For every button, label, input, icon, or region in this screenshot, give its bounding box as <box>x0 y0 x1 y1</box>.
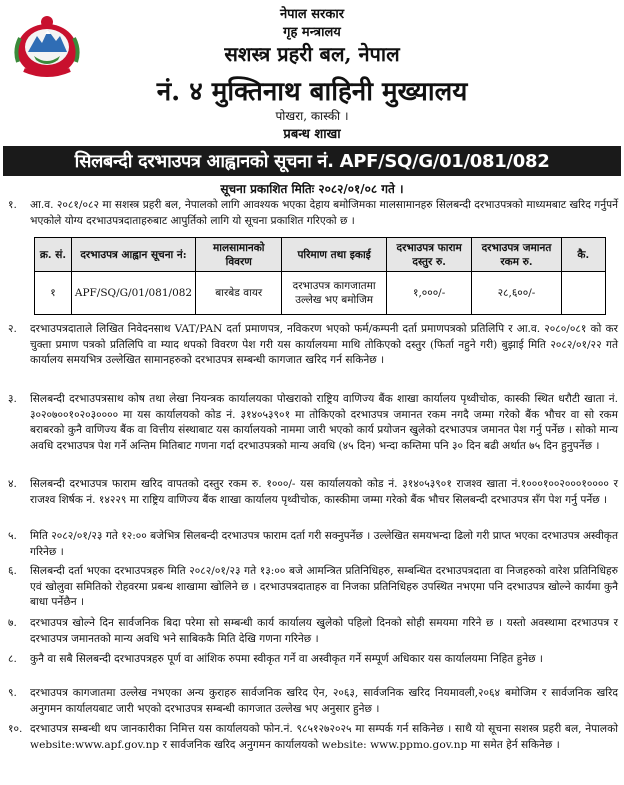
section-name: प्रबन्ध शाखा <box>283 127 341 142</box>
paragraph-1 <box>8 198 618 229</box>
paragraph-number: १०. <box>8 723 23 735</box>
notice-title-banner: सिलबन्दी दरभाउपत्र आह्वानको सूचना नं. APF/SQ/G/01/081/082 <box>3 146 621 176</box>
paragraph-text: दरभाउपत्र खोल्ने दिन सार्वजनिक बिदा परेमा सो सम्बन्धी कार्य कार्यालय खुलेको पहिलो दिनको सोही समयमा गरिने छ । यस्तो अवस्थामा दरभाउपत्र र दरभाउपत्र जमानतको मान्य अवधि भने साबिककै मिति देखि गणना गरिनेछ । <box>30 617 618 645</box>
col-quantity: परिमाण तथा इकाई <box>282 238 387 272</box>
paragraph-text: दरभाउपत्रदाताले लिखित निवेदनसाथ VAT/PAN दर्ता प्रमाणपत्र, नविकरण भएको फर्म/कम्पनी दर्ता प्रमाणपत्रको प्रतिलिपि र आ.व. २०८०/०८१ को कर चुक्ता प्रमाण पत्रको प्रतिलिपि वा म्याद थपको विवरण पेश गरी यस कार्यालयमा माथि तोकिएको दस्तुर (फिर्ता नहुने गरी) बुझाई मिति २०८२/०१/२२ गते कार्यालय समयभित्र उल्लेखित सामानहरुको दरभाउपत्र सम्बन्धी कागजात खरिद गर्न सकिनेछ । <box>30 323 618 367</box>
paragraph-number: ७. <box>8 617 17 629</box>
paragraph-number: ३. <box>8 393 17 405</box>
paragraph-number: ९. <box>8 687 17 699</box>
location: पोखरा, कास्की । <box>275 109 349 123</box>
paragraph-text: सिलबन्दी दर्ता भएका दरभाउपत्रहरु मिति २०८२/०१/२३ गते १३:०० बजे आमन्त्रित प्रतिनिधिहरु, सम्बन्धित दरभाउपत्रदाता वा निजहरुको वारेश प्रतिनिधिहरु एवं खोलुवा समितिको रोहवरमा प्रबन्ध शाखामा खोलिने छ । दरभाउपत्रदाताहरु वा निजका प्रतिनिधिहरु उपस्थित नभएमा पनि दरभाउपत्र खोल्ने कार्यमा कुनै बाधा पर्नेछैन । <box>30 565 618 609</box>
paragraph-8 <box>8 652 618 668</box>
paragraph-4 <box>8 477 618 508</box>
paragraph-number: ६. <box>8 565 17 577</box>
paragraph-number: ४. <box>8 478 17 490</box>
paragraph-number: २. <box>8 323 17 335</box>
paragraph-text: सिलबन्दी दरभाउपत्रसाथ कोष तथा लेखा नियन्त्रक कार्यालयका पोखराको राष्ट्रिय वाणिज्य बैंक शाखा कार्यालय पृथ्वीचोक, कास्की स्थित धरौटी खाता नं. ३०२०७००१०२०३०००० मा यस कार्यालयको कोड नं. ३१४०५३९०१ मा तोकिएको दरभाउपत्र जमानत रकम नगदै जम्मा गरेको बैंक भौचर वा सो रकम बराबरको कुनै वाणिज्य बैंक वा वित्तीय संस्थाबाट यस कार्यालयको नाममा जारी भएको कार्य प्रयोजन खुलेको दरभाउपत्र जमानत पेश गर्नु पर्नेछ । सोको मान्य अवधि दरभाउपत्र पेश गर्ने अन्तिम मितिबाट गणना गर्दा दरभाउपत्रको मान्य अवधि (४५ दिन) भन्दा कम्तिमा पनि ३० दिन बढी अर्थात ७५ दिन हुनुपर्नेछ । <box>30 393 618 452</box>
ministry-name: गृह मन्त्रालय <box>283 25 341 40</box>
paragraph-3 <box>8 392 618 454</box>
cell-quantity: दरभाउपत्र कागजातमा उल्लेख भए बमोजिम <box>282 272 387 315</box>
paragraph-10 <box>8 722 618 753</box>
col-remarks: कै. <box>561 238 605 272</box>
paragraph-text: मिति २०८२/०१/२३ गते १२:०० बजेभित्र सिलबन्दी दरभाउपत्र फाराम दर्ता गरी सक्नुपर्नेछ । उल्लेखित समयभन्दा ढिलो गरी प्राप्त भएका दरभाउपत्र अस्वीकृत गरिनेछ । <box>30 530 618 558</box>
headquarters-name: नं. ४ मुक्तिनाथ बाहिनी मुख्यालय <box>156 77 468 107</box>
col-form-fee: दरभाउपत्र फाराम दस्तुर रु. <box>386 238 471 272</box>
cell-bid-security: २८,६००/- <box>472 272 561 315</box>
paragraph-number: ५. <box>8 530 17 542</box>
paragraph-7 <box>8 616 618 647</box>
paragraph-number: ८. <box>8 653 17 665</box>
paragraph-2 <box>8 322 618 369</box>
paragraph-text: दरभाउपत्र कागजातमा उल्लेख नभएका अन्य कुराहरु सार्वजनिक खरिद ऐन, २०६३, सार्वजनिक खरिद नियमावली,२०६४ बमोजिम र सार्वजनिक खरिद अनुगमन कार्यालयबाट जारी भएको दरभाउपत्र सम्बन्धी कागजात उल्लेख भए अनुसार हुनेछ । <box>30 687 618 715</box>
paragraph-text: कुनै वा सबै सिलबन्दी दरभाउपत्रहरु पूर्ण वा आंशिक रुपमा स्वीकृत गर्ने वा अस्वीकृत गर्ने सम्पूर्ण अधिकार यस कार्यालयमा निहित हुनेछ । <box>30 653 543 665</box>
cell-notice-no: APF/SQ/G/01/081/082 <box>71 272 195 315</box>
col-item: मालसामानको विवरण <box>196 238 282 272</box>
cell-item: बारबेड वायर <box>196 272 282 315</box>
paragraph-text: सिलबन्दी दरभाउपत्र फाराम खरिद वापतको दस्तुर रकम रु. १०००/- यस कार्यालयको कोड नं. ३१४०५३९०१ राजश्व खाता नं.१०००१००२०००१०००० र राजश्व शिर्षक नं. १४२२९ मा राष्ट्रिय वाणिज्य बैंक शाखा कार्यालय पृथ्वीचोक, कास्कीमा जम्मा गरेको बैंक भौचर सिलबन्दी दरभाउपत्र सँग पेश गर्नु पर्नेछ । <box>30 478 618 506</box>
force-name: सशस्त्र प्रहरी बल, नेपाल <box>224 42 400 66</box>
cell-remarks <box>561 272 605 315</box>
paragraph-number: १. <box>8 199 17 211</box>
goods-table <box>34 237 606 315</box>
table-header-row <box>35 238 606 272</box>
col-notice-no: दरभाउपत्र आह्वान सूचना नं: <box>71 238 195 272</box>
paragraph-text: आ.व. २०८१/०८२ मा सशस्त्र प्रहरी बल, नेपालको लागि आवश्यक भएका देहाय बमोजिमका मालसामानहरु सिलबन्दी दरभाउपत्रको माध्यमबाट खरिद गर्नुपर्ने भएकोले योग्य दरभाउपत्रदाताहरुबाट आपुर्तिको लागि यो सूचना प्रकाशित गरिएको छ । <box>30 199 618 227</box>
col-serial: क्र. सं. <box>35 238 72 272</box>
paragraph-text: दरभाउपत्र सम्बन्धी थप जानकारीका निमित्त यस कार्यालयको फोन.नं. ९८५१२७२०२५ मा सम्पर्क गर्न सकिनेछ । साथै यो सूचना सशस्त्र प्रहरी बल, नेपालको website:www.apf.gov.np र सार्वजनिक खरिद अनुगमन कार्यालयको website: www.ppmo.gov.np मा समेत हेर्न सकिनेछ । <box>30 723 618 751</box>
letterhead <box>0 0 624 140</box>
government-name: नेपाल सरकार <box>279 7 345 22</box>
cell-serial: १ <box>35 272 72 315</box>
cell-form-fee: १,०००/- <box>386 272 471 315</box>
col-bid-security: दरभाउपत्र जमानत रकम रु. <box>472 238 561 272</box>
paragraph-6 <box>8 564 618 611</box>
paragraph-5 <box>8 529 618 560</box>
paragraph-9 <box>8 686 618 717</box>
publish-date: सूचना प्रकाशित मितिः २०८२/०१/०८ गते । <box>220 182 404 196</box>
table-row <box>35 272 606 315</box>
